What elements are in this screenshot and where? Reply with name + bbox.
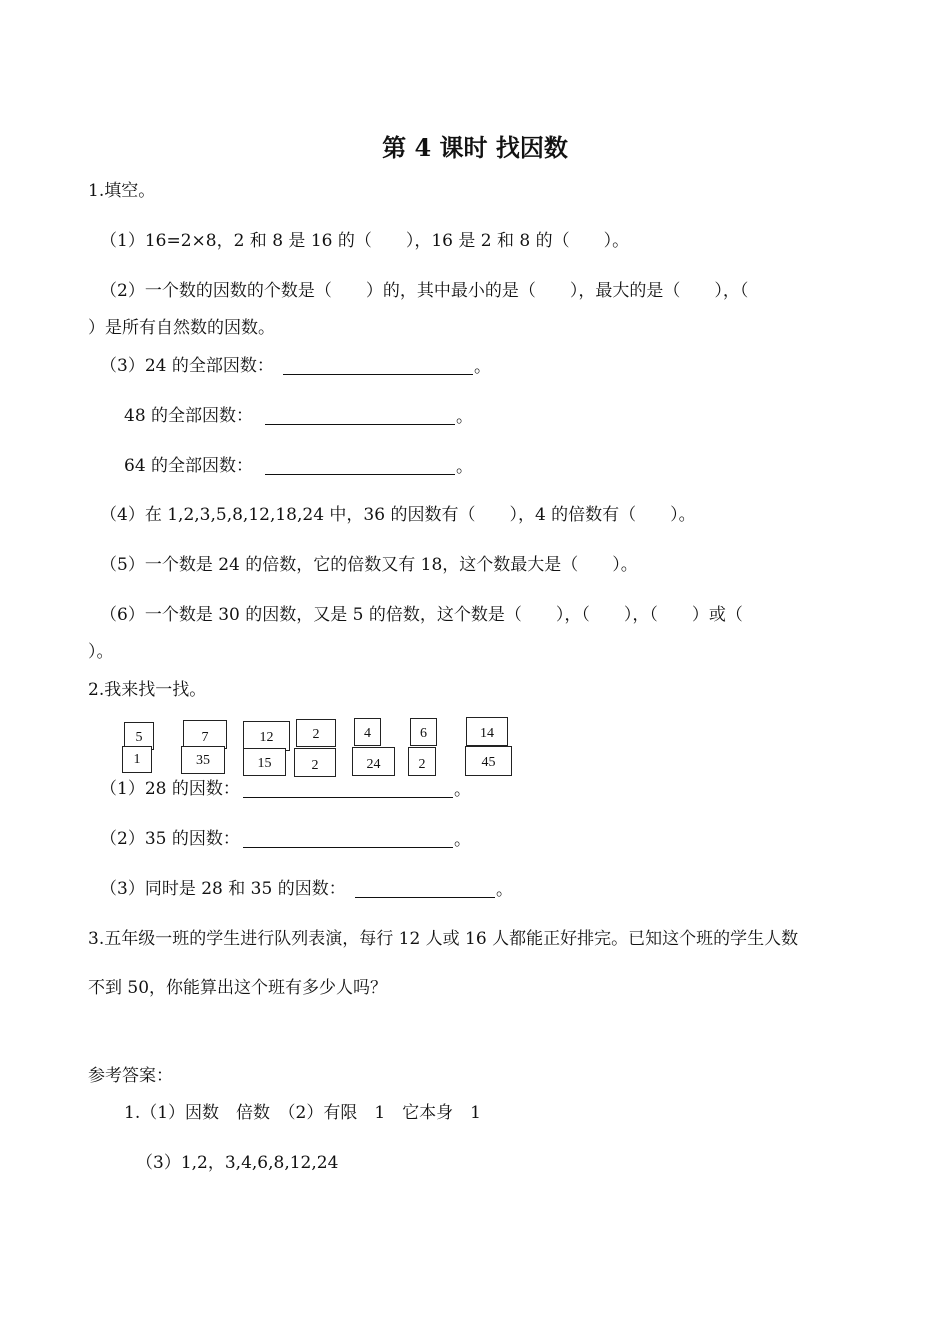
section1-heading: 1.填空。 [88, 181, 156, 201]
answers-line2: （3）1,2，3,4,6,8,12,24 [136, 1153, 339, 1173]
question-2-3: （3）同时是 28 和 35 的因数： [100, 879, 346, 899]
question-2-1: （1）28 的因数： [100, 779, 240, 799]
answer-blank [265, 424, 455, 425]
question-1-6-line1: （6）一个数是 30 的因数，又是 5 的倍数，这个数是（ ），（ ），（ ）或（ [100, 605, 743, 625]
number-card: 35 [181, 746, 225, 774]
answer-blank [243, 797, 453, 798]
period: 。 [454, 780, 471, 800]
number-card: 12 [243, 721, 290, 751]
question-1-5: （5）一个数是 24 的倍数，它的倍数又有 18，这个数最大是（ ）。 [100, 555, 638, 575]
question-1-2-line2: ）是所有自然数的因数。 [88, 318, 275, 338]
period: 。 [454, 830, 471, 850]
number-card: 7 [183, 720, 227, 749]
number-card: 6 [410, 718, 437, 746]
number-card: 2 [408, 747, 436, 776]
question-1-1: （1）16=2×8，2 和 8 是 16 的（ ），16 是 2 和 8 的（ ）。 [100, 231, 630, 251]
question-1-4: （4）在 1,2,3,5,8,12,18,24 中，36 的因数有（ ），4 的倍数有（ ）。 [100, 505, 696, 525]
answers-line1: 1.（1）因数 倍数 （2）有限 1 它本身 1 [124, 1103, 481, 1123]
answer-blank [283, 374, 473, 375]
number-card: 14 [466, 717, 508, 746]
question-1-3-a: （3）24 的全部因数： [100, 356, 274, 376]
section2-heading: 2.我来找一找。 [88, 680, 207, 700]
question-1-6-line2: ）。 [88, 642, 114, 662]
question-1-3-c: 64 的全部因数： [124, 456, 254, 476]
question-2-2: （2）35 的因数： [100, 829, 240, 849]
period: 。 [496, 880, 513, 900]
question-3-line1: 3.五年级一班的学生进行队列表演，每行 12 人或 16 人都能正好排完。已知这个班的学生人数 [88, 929, 799, 949]
number-card: 2 [294, 748, 336, 777]
question-1-3-b: 48 的全部因数： [124, 406, 254, 426]
question-1-2-line1: （2）一个数的因数的个数是（ ）的，其中最小的是（ ），最大的是（ ），（ [100, 281, 749, 301]
number-card: 15 [243, 748, 286, 776]
number-card: 1 [122, 746, 152, 773]
period: 。 [474, 357, 491, 377]
number-card: 45 [465, 746, 512, 776]
answer-blank [265, 474, 455, 475]
answer-blank [243, 847, 453, 848]
number-card: 5 [124, 722, 154, 750]
answers-heading: 参考答案： [88, 1066, 173, 1086]
number-card: 24 [352, 747, 395, 776]
number-card: 2 [296, 719, 336, 747]
number-card: 4 [354, 718, 381, 746]
page-title: 第 4 课时 找因数 [382, 133, 568, 162]
answer-blank [355, 897, 495, 898]
question-3-line2: 不到 50，你能算出这个班有多少人吗？ [88, 978, 388, 998]
period: 。 [456, 457, 473, 477]
period: 。 [456, 407, 473, 427]
